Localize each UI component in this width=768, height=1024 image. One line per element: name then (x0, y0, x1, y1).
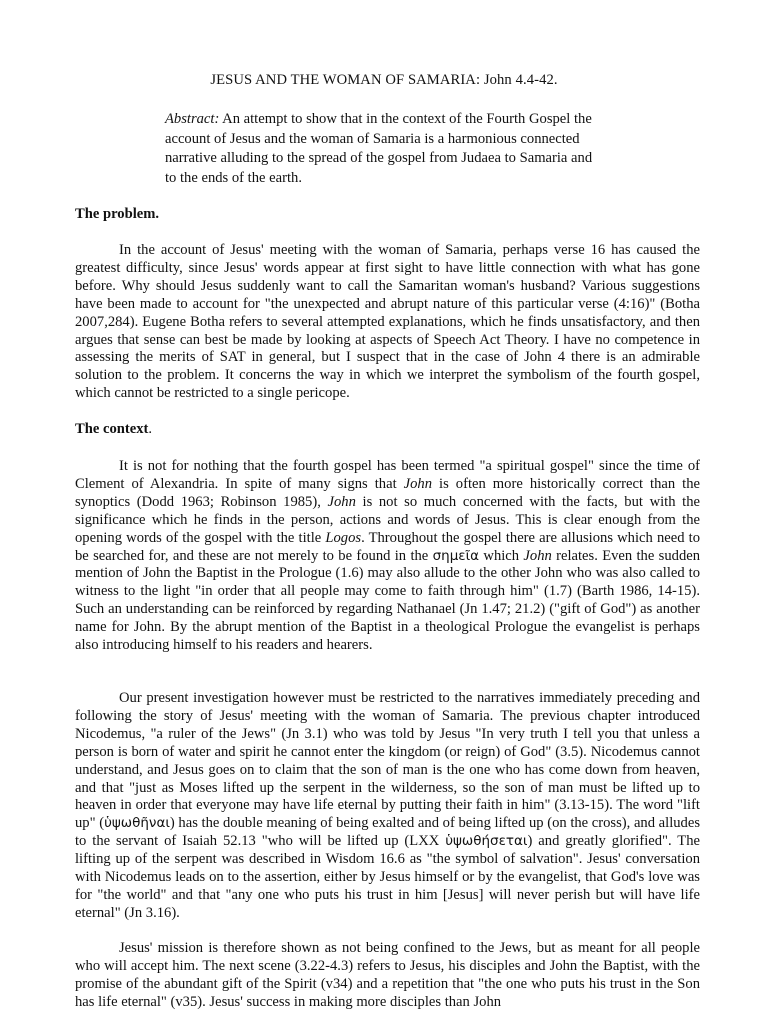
heading-the-context-text: The context (75, 421, 149, 437)
paragraph-context-1: It is not for nothing that the fourth gospel has been termed "a spiritual gospel" since the time of Clement of Alexandria. In spite of many signs that John is often more historically correct than the synoptics (Dodd 1963; Robinson 1985), John is not so much concerned with the facts, but with the significance which he finds in the person, actions and words of Jesus. This is clear enough from the opening words of the gospel with the title Logos. Throughout the gospel there are allusions which need to be searched for, and these are not merely to be found in the σημεῖα which John relates. Even the sudden mention of John the Baptist in the Prologue (1.6) may also allude to the other John who was also called to witness to the light "in order that all people may come to faith through him" (1.7) (Barth 1986, 14-15). Such an understanding can be reinforced by regarding Nathanael (Jn 1.47; 21.2) ("gift of God") as another name for John. By the abrupt mention of the Baptist in a theological Prologue the evangelist is perhaps also introducing himself to his readers and hearers. (75, 458, 701, 654)
heading-the-problem (75, 204, 159, 224)
greek-hypsothesetai: ὑψωθήσεται (445, 833, 528, 850)
abstract (165, 110, 605, 188)
heading-the-problem-text: The problem. (75, 206, 160, 222)
heading-the-context-suffix: . (148, 421, 153, 437)
paragraph-context-3: Jesus' mission is therefore shown as not being confined to the Jews, but as meant for all people who will accept him. The next scene (3.22-4.3) refers to Jesus, his disciples and John the Baptist, with the promise of the abundant gift of the Spirit (v34) and a repetition that "the one who puts his trust in the Son has life eternal" (v35). Jesus' success in making more disciples than John (75, 940, 700, 1010)
heading-the-context (75, 419, 152, 439)
abstract-label: Abstract: (165, 111, 220, 127)
document-title: JESUS AND THE WOMAN OF SAMARIA: John 4.4-42. (210, 72, 558, 88)
greek-hypsothenai: ὑψωθῆναι (104, 815, 170, 832)
greek-semeia: σημεῖα (432, 547, 480, 564)
abstract-text: An attempt to show that in the context of the Fourth Gospel the account of Jesus and the woman of Samaria is a harmonious connected narrative alluding to the spread of the gospel from Judaea to Samaria and to the ends of the earth. (165, 111, 593, 186)
paragraph-problem: In the account of Jesus' meeting with the woman of Samaria, perhaps verse 16 has caused the greatest difficulty, since Jesus' words appear at first sight to have little connection with what has gone before. Why should Jesus suddenly want to call the Samaritan woman's husband? Various suggestions have been made to account for "the unexpected and abrupt nature of this particular verse (4:16)" (Botha 2007,284). Eugene Botha refers to several attempted explanations, which he finds unsatisfactory, and then argues that sense can best be made by looking at aspects of Speech Act Theory. I have no competence in assessing the merits of SAT in general, but I suspect that in the case of John 4 there is an admirable solution to the problem. It concerns the way in which we interpret the symbolism of the fourth gospel, which cannot be restricted to a single pericope. (75, 242, 700, 402)
paragraph-context-2: Our present investigation however must be restricted to the narratives immediately preceding and following the story of Jesus' meeting with the woman of Samaria. The previous chapter introduced Nicodemus, "a ruler of the Jews" (Jn 3.1) who was told by Jesus "In very truth I tell you that unless a person is born of water and spirit he cannot enter the kingdom (or reign) of God" (3.5). Nicodemus cannot understand, and Jesus goes on to claim that the son of man is the one who has come down from heaven, and that "just as Moses lifted up the serpent in the wilderness, so the son of man must be lifted up to heaven in order that everyone may have life eternal by putting their faith in him" (3.13-15). The word "lift up" (ὑψωθῆναι) has the double meaning of being exalted and of being lifted up (on the cross), and alludes to the servant of Isaiah 52.13 "who will be lifted up (LXX ὑψωθήσεται) and greatly glorified". The lifting up of the serpent was described in Wisdom 16.6 as "the symbol of salvation". Jesus' conversation with Nicodemus leads on to the assertion, either by Jesus himself or by the evangelist, that God's love was for "the world" and that "any one who puts his trust in him [Jesus] will never perish but will have life eternal" (Jn 3.16). (75, 690, 701, 921)
